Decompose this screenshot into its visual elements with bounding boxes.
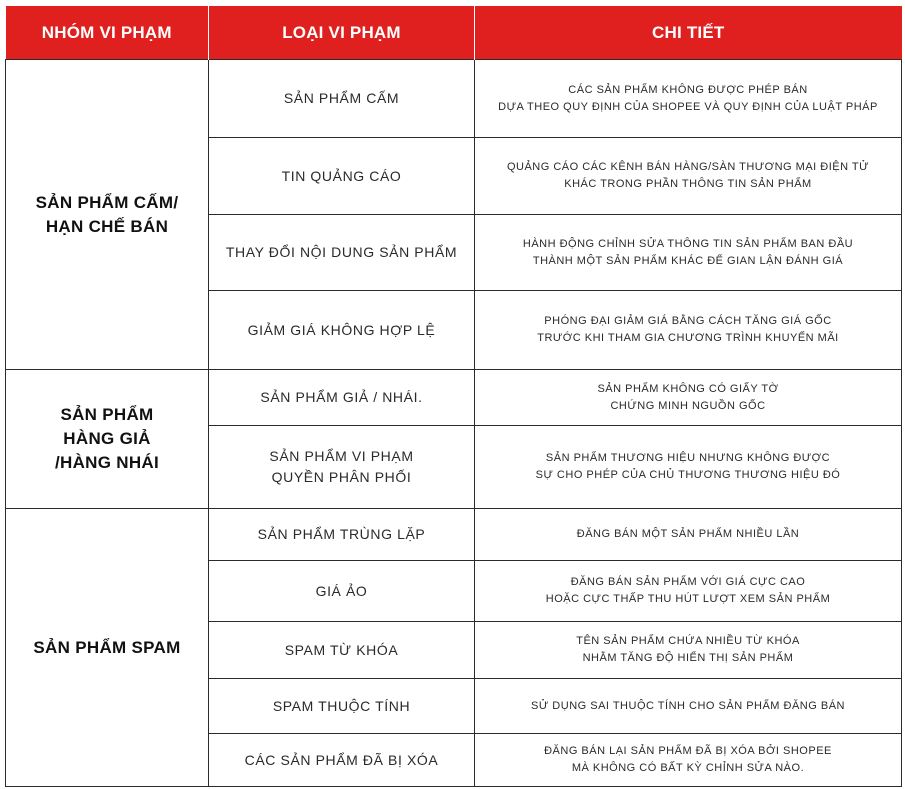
violation-detail: SẢN PHẨM KHÔNG CÓ GIẤY TỜ CHỨNG MINH NGUỒN GỐC [475, 370, 902, 426]
violation-type: SPAM THUỘC TÍNH [209, 679, 475, 734]
violation-type: SẢN PHẨM GIẢ / NHÁI. [209, 370, 475, 426]
violation-detail: ĐĂNG BÁN MỘT SẢN PHẨM NHIỀU LẦN [475, 509, 902, 561]
violation-type: GIẢM GIÁ KHÔNG HỢP LỆ [209, 291, 475, 370]
group-name: SẢN PHẨM CẤM/ HẠN CHẾ BÁN [6, 60, 209, 370]
violation-type: SPAM TỪ KHÓA [209, 622, 475, 679]
group-name: SẢN PHẨM HÀNG GIẢ /HÀNG NHÁI [6, 370, 209, 509]
table-row [6, 509, 902, 561]
violation-table [5, 6, 902, 787]
violation-detail: TÊN SẢN PHẨM CHỨA NHIỀU TỪ KHÓA NHẰM TĂNG ĐỘ HIỂN THỊ SẢN PHẨM [475, 622, 902, 679]
violation-detail: SẢN PHẨM THƯƠNG HIỆU NHƯNG KHÔNG ĐƯỢC SỰ CHO PHÉP CỦA CHỦ THƯƠNG THƯƠNG HIỆU ĐÓ [475, 426, 902, 509]
header-row [6, 6, 902, 60]
header-detail: CHI TIẾT [475, 6, 902, 60]
violation-detail: PHÓNG ĐẠI GIẢM GIÁ BẰNG CÁCH TĂNG GIÁ GỐC TRƯỚC KHI THAM GIA CHƯƠNG TRÌNH KHUYẾN MÃI [475, 291, 902, 370]
violation-type: SẢN PHẨM TRÙNG LẶP [209, 509, 475, 561]
header-violation-type: LOẠI VI PHẠM [209, 6, 475, 60]
violation-detail: SỬ DỤNG SAI THUỘC TÍNH CHO SẢN PHẨM ĐĂNG BÁN [475, 679, 902, 734]
violation-detail: ĐĂNG BÁN LẠI SẢN PHẨM ĐÃ BỊ XÓA BỞI SHOPEE MÀ KHÔNG CÓ BẤT KỲ CHỈNH SỬA NÀO. [475, 734, 902, 787]
violation-type: TIN QUẢNG CÁO [209, 138, 475, 215]
table-row [6, 370, 902, 426]
table-header [6, 6, 902, 60]
violation-detail: ĐĂNG BÁN SẢN PHẨM VỚI GIÁ CỰC CAO HOẶC CỰC THẤP THU HÚT LƯỢT XEM SẢN PHẨM [475, 561, 902, 622]
header-violation-group: NHÓM VI PHẠM [6, 6, 209, 60]
violation-detail: QUẢNG CÁO CÁC KÊNH BÁN HÀNG/SÀN THƯƠNG MẠI ĐIỆN TỬ KHÁC TRONG PHẦN THÔNG TIN SẢN PHẨM [475, 138, 902, 215]
violation-type: GIÁ ẢO [209, 561, 475, 622]
violation-type: CÁC SẢN PHẨM ĐÃ BỊ XÓA [209, 734, 475, 787]
violation-type: SẢN PHẨM CẤM [209, 60, 475, 138]
violation-detail: HÀNH ĐỘNG CHỈNH SỬA THÔNG TIN SẢN PHẨM BAN ĐẦU THÀNH MỘT SẢN PHẨM KHÁC ĐỂ GIAN LẬN ĐÁNH GIÁ [475, 215, 902, 291]
table-row [6, 60, 902, 138]
group-name: SẢN PHẨM SPAM [6, 509, 209, 787]
violation-type: SẢN PHẨM VI PHẠM QUYỀN PHÂN PHỐI [209, 426, 475, 509]
table-body [6, 60, 902, 787]
violation-detail: CÁC SẢN PHẨM KHÔNG ĐƯỢC PHÉP BÁN DỰA THEO QUY ĐỊNH CỦA SHOPEE VÀ QUY ĐỊNH CỦA LUẬT PHÁP [475, 60, 902, 138]
violation-type: THAY ĐỔI NỘI DUNG SẢN PHẨM [209, 215, 475, 291]
